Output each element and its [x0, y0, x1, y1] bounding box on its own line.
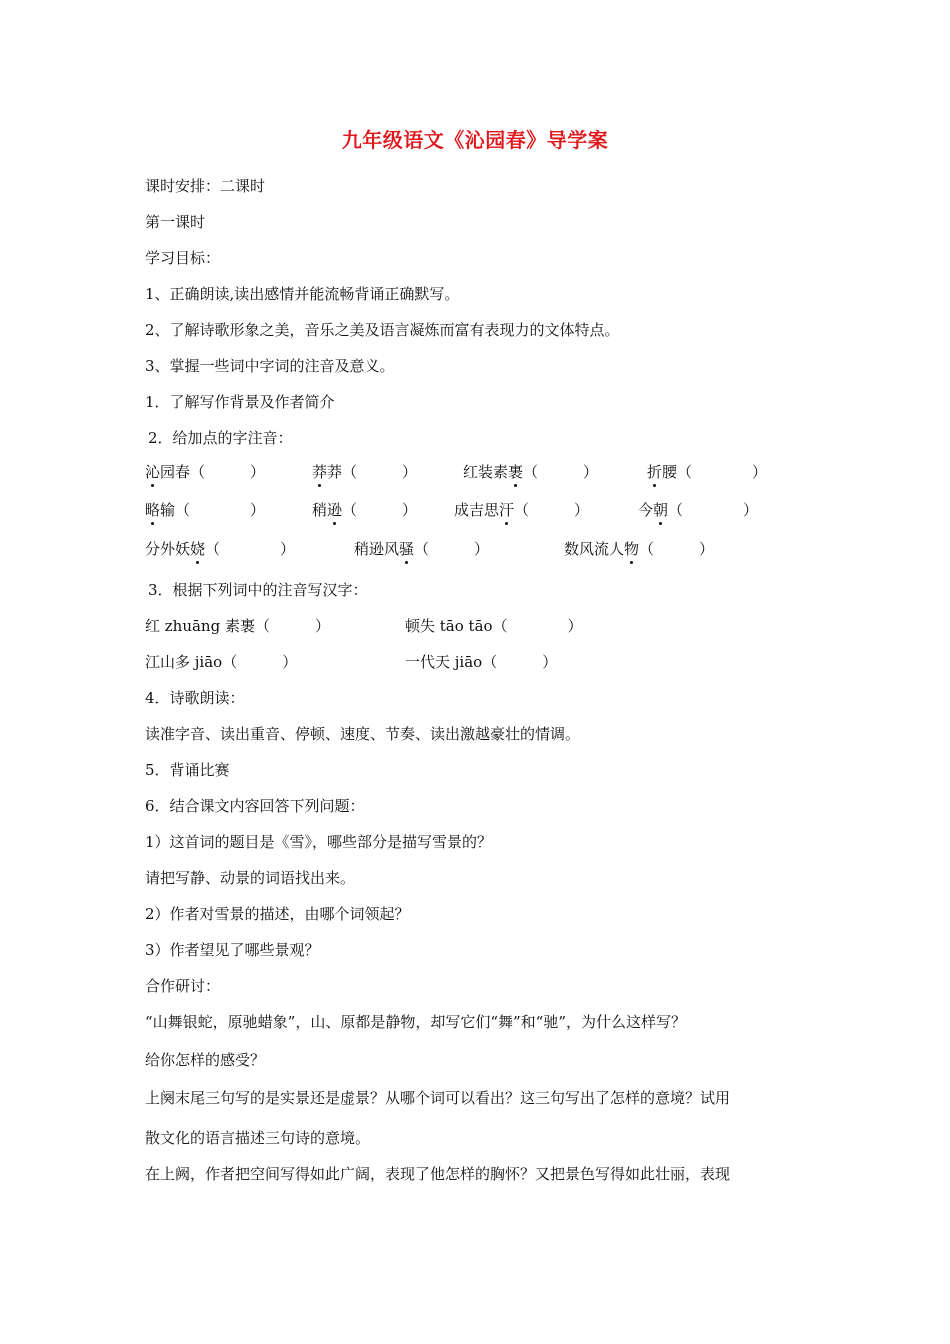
task-4: 4．诗歌朗读：: [145, 689, 245, 707]
dotted-char: 骚: [399, 540, 415, 558]
pinyin-item: 稍逊（ ）: [312, 501, 418, 519]
question-1-followup: 请把写静、动景的词语找出来。: [145, 869, 356, 887]
first-lesson-line: 第一课时: [145, 213, 206, 231]
task-6: 6．结合课文内容回答下列问题：: [145, 797, 365, 815]
dotted-char: 折: [647, 463, 663, 481]
task-3: 3．根据下列词中的注音写汉字：: [148, 581, 368, 599]
cooperation-question-2: 上阕末尾三句写的是实景还是虚景？从哪个词可以看出？这三句写出了怎样的意境？试用: [145, 1089, 731, 1107]
hanzi-item: 江山多 jiāo（ ）: [145, 653, 298, 671]
dotted-char: 朝: [653, 501, 669, 519]
dotted-char: 逊: [327, 501, 343, 519]
document-title: 九年级语文《沁园春》导学案: [341, 128, 609, 152]
cooperation-question-3: 在上阙，作者把空间写得如此广阔，表现了他怎样的胸怀？又把景色写得如此壮丽，表现: [145, 1165, 731, 1183]
cooperation-question-2-cont: 散文化的语言描述三句诗的意境。: [145, 1129, 371, 1147]
hanzi-item: 一代天 jiāo（ ）: [405, 653, 558, 671]
question-3: 3）作者望见了哪些景观？: [145, 941, 320, 959]
dotted-char: 略: [145, 501, 161, 519]
dotted-char: 莽: [312, 463, 328, 481]
task-1: 1．了解写作背景及作者简介: [145, 393, 335, 411]
question-2: 2）作者对雪景的描述，由哪个词领起？: [145, 905, 410, 923]
schedule-line: 课时安排：二课时: [145, 177, 266, 195]
pinyin-item: 稍逊风骚（ ）: [354, 540, 490, 558]
cooperation-question-1: “山舞银蛇，原驰蜡象”，山、原都是静物，却写它们“舞”和“驰”，为什么这样写？: [145, 1013, 687, 1031]
goal-item: 1、正确朗读,读出感情并能流畅背诵正确默写。: [145, 285, 460, 303]
pinyin-item: 略输（ ）: [145, 501, 266, 519]
pinyin-item: 折腰（ ）: [647, 463, 768, 481]
pinyin-item: 分外妖娆（ ）: [145, 540, 296, 558]
task-2: 2．给加点的字注音：: [148, 429, 293, 447]
pinyin-item: 成吉思汗（ ）: [454, 501, 590, 519]
dotted-char: 娆: [190, 540, 206, 558]
dotted-char: 物: [624, 540, 640, 558]
hanzi-item: 顿失 tāo tāo（ ）: [405, 617, 583, 635]
dotted-char: 裹: [508, 463, 524, 481]
goal-item: 2、了解诗歌形象之美，音乐之美及语言凝炼而富有表现力的文体特点。: [145, 321, 620, 339]
pinyin-item: 莽莽（ ）: [312, 463, 418, 481]
goal-item: 3、掌握一些词中字词的注音及意义。: [145, 357, 395, 375]
dotted-char: 汗: [499, 501, 515, 519]
question-1: 1）这首词的题目是《雪》，哪些部分是描写雪景的？: [145, 833, 493, 851]
task-5: 5．背诵比赛: [145, 761, 230, 779]
hanzi-item: 红 zhuāng 素裹（ ）: [145, 617, 330, 635]
task-4-detail: 读准字音、读出重音、停顿、速度、节奏、读出激越豪壮的情调。: [145, 725, 581, 743]
dotted-char: 沁: [145, 463, 161, 481]
cooperation-heading: 合作研讨：: [145, 977, 221, 995]
pinyin-item: 沁园春（ ）: [145, 463, 266, 481]
pinyin-item: 今朝（ ）: [638, 501, 759, 519]
pinyin-item: 红装素裹（ ）: [463, 463, 599, 481]
cooperation-question-1-cont: 给你怎样的感受？: [145, 1051, 266, 1069]
goals-heading: 学习目标：: [145, 249, 221, 267]
pinyin-item: 数风流人物（ ）: [564, 540, 715, 558]
